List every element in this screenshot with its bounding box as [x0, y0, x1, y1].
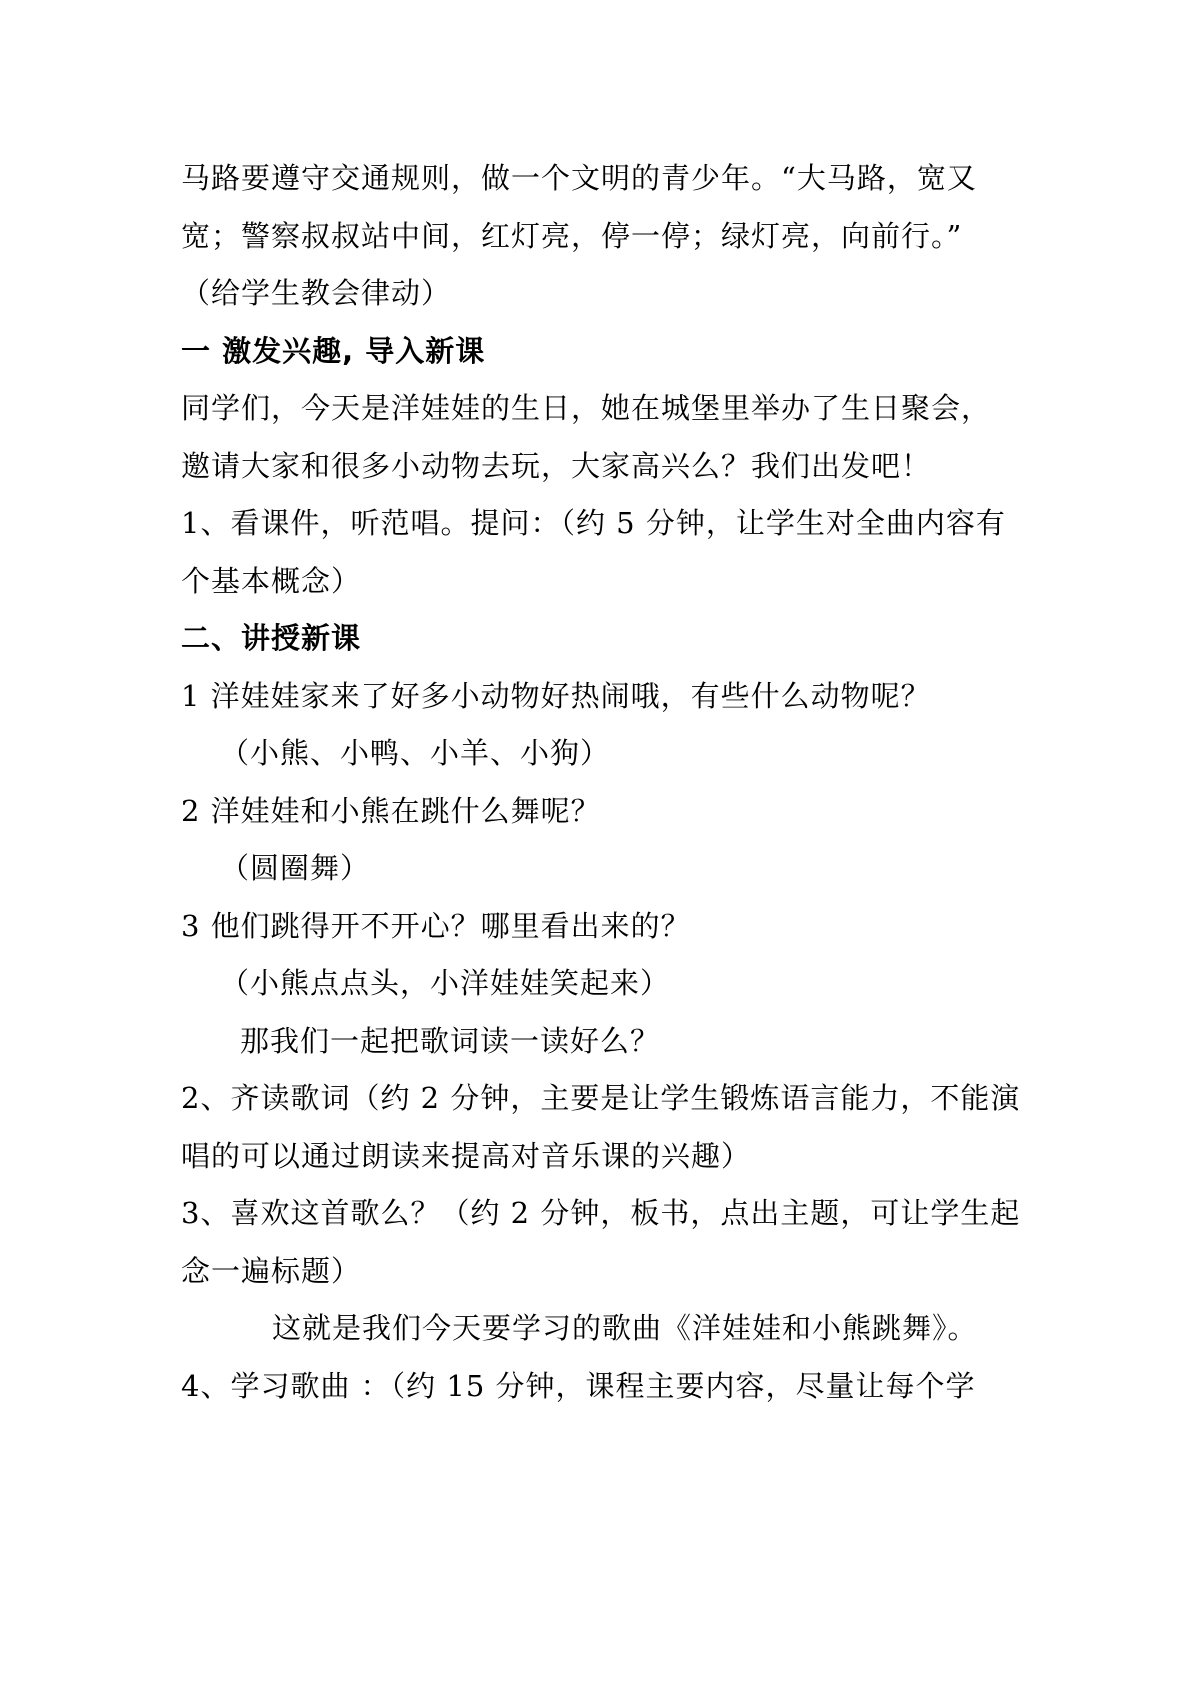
text-line: 2 洋娃娃和小熊在跳什么舞呢？ [181, 794, 601, 828]
text-line: 3 他们跳得开不开心？哪里看出来的？ [181, 909, 691, 943]
text-line: 2、齐读歌词（约 2 分钟，主要是让学生锻炼语言能力，不能演 [181, 1081, 1021, 1115]
text-line: （给学生教会律动） [181, 276, 452, 310]
text-line: 那我们一起把歌词读一读好么？ [240, 1024, 661, 1058]
text-line: 1 洋娃娃家来了好多小动物好热闹哦，有些什么动物呢？ [181, 679, 931, 713]
text-line: （小熊点点头，小洋娃娃笑起来） [220, 966, 671, 1000]
text-line: 同学们，今天是洋娃娃的生日，她在城堡里举办了生日聚会， [181, 391, 992, 425]
text-line: 宽；警察叔叔站中间，红灯亮，停一停；绿灯亮，向前行。” [181, 219, 963, 253]
section-heading: 一 激发兴趣, 导入新课 [181, 334, 486, 368]
text-line: 这就是我们今天要学习的歌曲《洋娃娃和小熊跳舞》。 [272, 1311, 978, 1345]
text-line: 马路要遵守交通规则，做一个文明的青少年。“大马路，宽又 [181, 161, 977, 195]
text-line: 1、看课件，听范唱。提问：（约 5 分钟，让学生对全曲内容有 [181, 506, 1006, 540]
text-line: 4、学习歌曲 ：（约 15 分钟，课程主要内容，尽量让每个学 [181, 1369, 976, 1403]
section-heading: 二、讲授新课 [181, 621, 362, 655]
text-line: 个基本概念） [181, 564, 362, 598]
text-line: 唱的可以通过朗读来提高对音乐课的兴趣） [181, 1139, 752, 1173]
text-line: 念一遍标题） [181, 1254, 362, 1288]
text-line: （小熊、小鸭、小羊、小狗） [220, 736, 611, 770]
text-line: （圆圈舞） [220, 851, 371, 885]
text-line: 3、喜欢这首歌么？（约 2 分钟，板书，点出主题，可让学生起 [181, 1196, 1021, 1230]
text-line: 邀请大家和很多小动物去玩，大家高兴么？我们出发吧！ [181, 449, 932, 483]
